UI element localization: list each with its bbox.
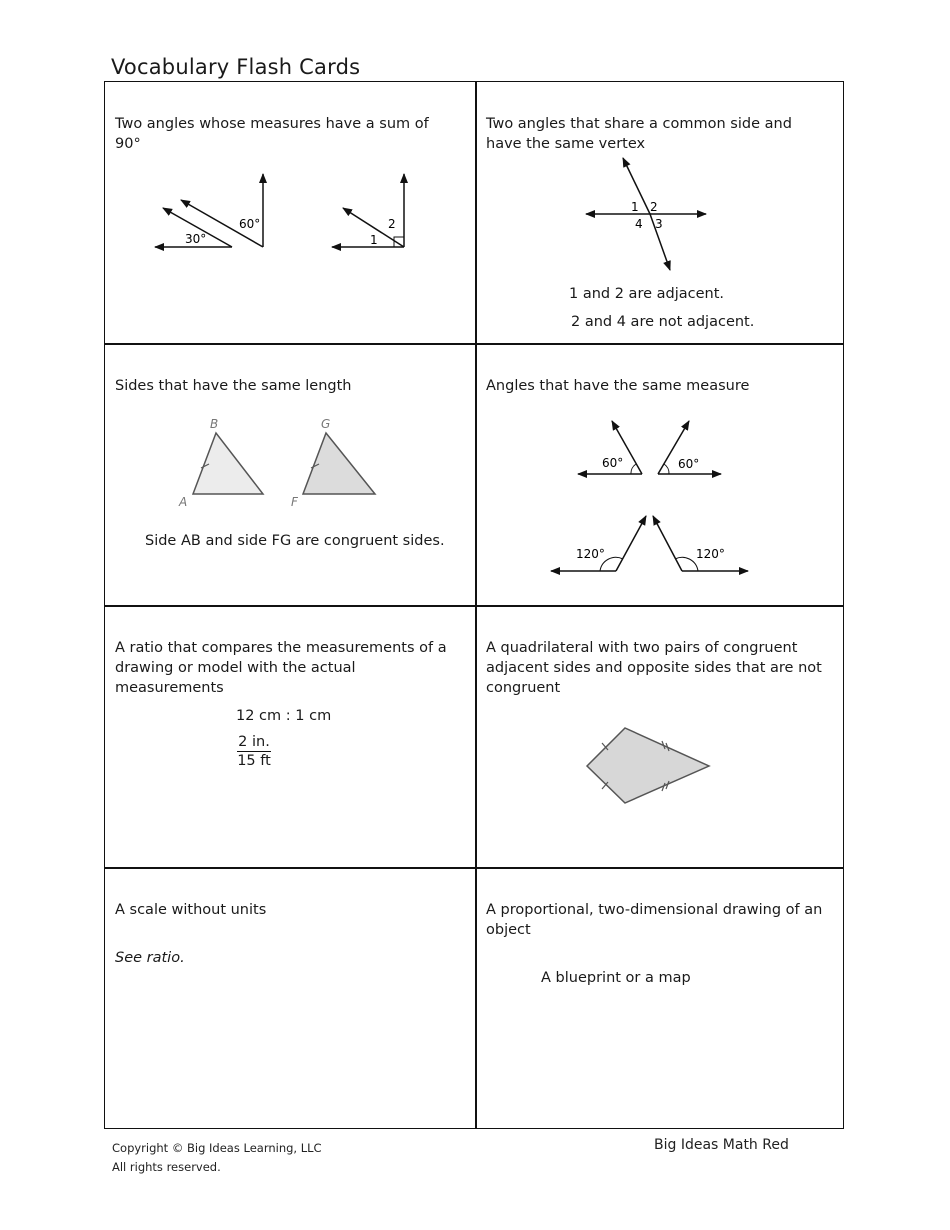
congruent-sides-diagram [105,344,475,606]
card-definition: Sides that have the same length [115,378,352,394]
footer-copyright [112,1139,322,1177]
card-congruent-angles [476,344,846,606]
vertex-label-b: B [210,417,219,431]
congruent-angles-diagram [476,344,846,606]
example-adjacent: 1 and 2 are adjacent. [569,286,724,302]
example-congruent-sides: Side AB and side FG are congruent sides. [145,533,445,549]
flash-card-grid [104,81,844,1129]
card-definition: Angles that have the same measure [486,378,750,394]
see-also-reference: See ratio. [115,950,185,966]
card-scale-factor [105,868,475,1130]
angle-label-30: 30° [185,232,207,246]
example-scale-drawing: A blueprint or a map [541,970,691,986]
vertex-label-a: A [179,495,188,509]
angle-label-2: 2 [650,200,658,214]
card-definition: Two angles whose measures have a sum of 90° [115,116,429,152]
angle-label-2: 2 [388,217,396,231]
card-definition: A scale without units [115,902,267,918]
fraction-example [237,734,271,769]
angle-label-120-right: 120° [696,547,725,561]
copyright-text: Copyright © Big Ideas Learning, LLC [112,1141,322,1155]
fraction-denominator: 15 ft [237,753,271,769]
rights-text: All rights reserved. [112,1160,221,1174]
angle-label-4: 4 [635,217,643,231]
angle-label-120-left: 120° [576,547,605,561]
example-not-adjacent: 2 and 4 are not adjacent. [571,314,755,330]
card-definition: Two angles that share a common side and have the same vertex [486,116,792,152]
card-definition: A ratio that compares the measurements of a drawing or model with the actual measurements [115,640,447,696]
page-title: Vocabulary Flash Cards [111,55,361,79]
card-definition: A quadrilateral with two pairs of congruent adjacent sides and opposite sides that are not congruent [486,640,822,696]
card-scale [105,606,475,868]
card-complementary-angles [105,82,475,344]
angle-label-60-left: 60° [602,456,624,470]
card-scale-drawing [476,868,846,1130]
angle-label-60-right: 60° [678,457,700,471]
angle-label-3: 3 [655,217,663,231]
card-adjacent-angles [476,82,846,344]
vertex-label-f: F [291,495,298,509]
angle-label-1: 1 [370,233,378,247]
angle-label-1: 1 [631,200,639,214]
card-definition: A proportional, two-dimensional drawing of an object [486,902,823,938]
card-congruent-sides [105,344,475,606]
vertex-label-g: G [321,417,331,431]
footer-book-title: Big Ideas Math Red [654,1137,789,1153]
adjacent-angles-diagram [476,82,846,344]
ratio-example: 12 cm : 1 cm [236,708,332,724]
fraction-numerator: 2 in. [238,734,270,750]
card-kite [476,606,846,868]
kite-diagram [476,606,846,868]
angle-label-60: 60° [239,217,261,231]
complementary-angles-diagram [105,82,475,344]
